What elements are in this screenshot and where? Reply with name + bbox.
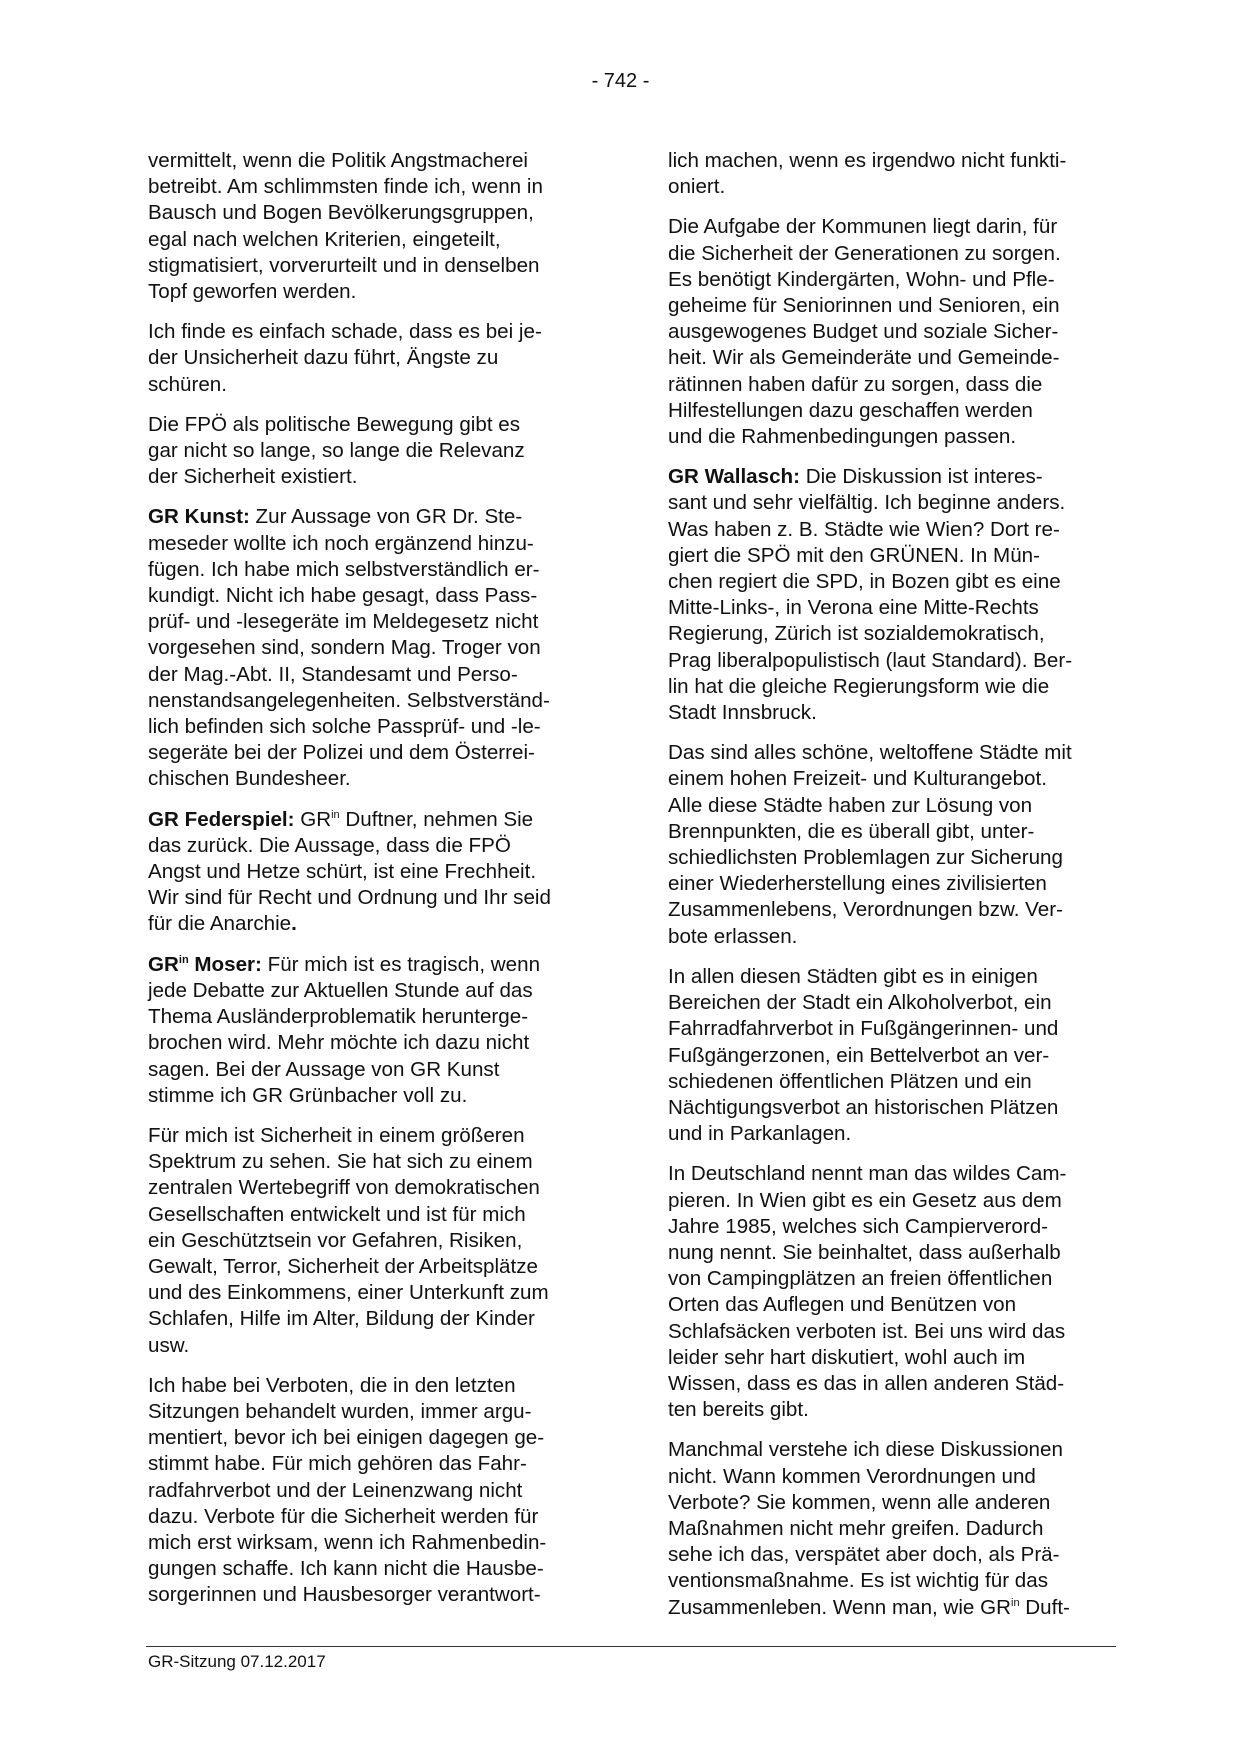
text-line: Manchmal verstehe ich diese Diskussionen — [668, 1438, 1063, 1462]
text-line: mentiert, bevor ich bei einigen dagegen ge- — [148, 1426, 545, 1450]
left-column — [148, 148, 596, 1623]
text-line: nung nennt. Sie beinhaltet, dass außerhalb — [668, 1240, 1061, 1264]
speaker-name: GR Kunst: — [148, 505, 250, 529]
text-line: prüf- und -lesegeräte im Meldegesetz nicht — [148, 610, 539, 634]
paragraph: Manchmal verstehe ich diese Diskussionen nicht. Wann kommen Verordnungen und Verbote? Sie kommen, wenn alle anderen Maßnahmen nicht mehr greifen. Dadurch sehe ich das, verspätet aber doch, als Prä- ventionsmaßnahme. Es ist wichtig für das Zusammenleben. Wenn man, wie $GR^{in}$ Duft- — [668, 1437, 1116, 1620]
paragraph — [148, 148, 596, 305]
text-line: Es benötigt Kindergärten, Wohn- und Pfle- — [668, 267, 1055, 291]
text-line: Verbote? Sie kommen, wenn alle anderen — [668, 1490, 1051, 1514]
text-line: jede Debatte zur Aktuellen Stunde auf das — [148, 978, 533, 1002]
footer-rule — [146, 1646, 1116, 1647]
text-line: stimmt habe. Für mich gehören das Fahr- — [148, 1452, 527, 1476]
text-line: Bausch und Bogen Bevölkerungsgruppen, — [148, 201, 534, 225]
text-line: und in Parkanlagen. — [668, 1122, 852, 1146]
text-line: Ich habe bei Verboten, die in den letzten — [148, 1373, 516, 1397]
text-line: ten bereits gibt. — [668, 1398, 809, 1422]
text-line: Regierung, Zürich ist sozialdemokratisch, — [668, 622, 1045, 646]
paragraph-speaker-federspiel: GR Federspiel: $GR^{in}$ Duftner, nehmen Sie das zurück. Die Aussage, dass die FPÖ Angst und Hetze schürt, ist eine Frechheit. Wir sind für Recht und Ordnung und Ihr seid für die Anarchie. — [148, 807, 596, 938]
paragraph — [668, 964, 1116, 1147]
text-line: dazu. Verbote für die Sicherheit werden für — [148, 1504, 539, 1528]
text-line: rätinnen haben dafür zu sorgen, dass die — [668, 372, 1043, 396]
text-line: der Unsicherheit dazu führt, Ängste zu — [148, 346, 499, 370]
paragraph — [148, 319, 596, 398]
text-line: Mitte-Links-, in Verona eine Mitte-Rechts — [668, 596, 1039, 620]
paragraph — [148, 1373, 596, 1609]
text-line: meseder wollte ich noch ergänzend hinzu- — [148, 531, 534, 555]
text-line: lich machen, wenn es irgendwo nicht funkti- — [668, 149, 1067, 172]
text-line: nenstandsangelegenheiten. Selbstverständ- — [148, 688, 550, 712]
text-line: stigmatisiert, vorverurteilt und in denselben — [148, 253, 540, 277]
text-line: Schlafsäcken verboten ist. Bei uns wird das — [668, 1319, 1066, 1343]
text-line: Gesellschaften entwickelt und ist für mich — [148, 1202, 526, 1226]
text-line: schiedenen öffentlichen Plätzen und ein — [668, 1069, 1032, 1093]
text-line: Das sind alles schöne, weltoffene Städte mit — [668, 741, 1072, 765]
text-line: zentralen Wertebegriff von demokratischen — [148, 1176, 540, 1200]
text-line: egal nach welchen Kriterien, eingeteilt, — [148, 227, 501, 251]
text-line: vermittelt, wenn die Politik Angstmacherei — [148, 149, 529, 172]
text-line: schiedlichsten Problemlagen zur Sicherung — [668, 846, 1063, 870]
text-line: Bereichen der Stadt ein Alkoholverbot, ein — [668, 991, 1052, 1015]
paragraph-speaker-wallasch: GR Wallasch: Die Diskussion ist interes- sant und sehr vielfältig. Ich beginne anders. Was haben z. B. Städte wie Wien? Dort re- giert die SPÖ mit den GRÜNEN. In Mün- chen regiert die SPD, in Bozen gibt es eine Mitte-Links-, in Verona eine Mitte-Rechts Regierung, Zürich ist sozialdemokratisch, Prag liberalpopulistisch (laut Standard). Ber- lin hat die gleiche Regierungsform wie die Stadt Innsbruck. — [668, 464, 1116, 726]
paragraph — [668, 740, 1116, 950]
text-line: giert die SPÖ mit den GRÜNEN. In Mün- — [668, 543, 1040, 567]
text-line: lich befinden sich solche Passprüf- und -le- — [148, 715, 541, 739]
text-line: Angst und Hetze schürt, ist eine Frechheit. — [148, 860, 537, 884]
text-line: Schlafen, Hilfe im Alter, Bildung der Kinder — [148, 1307, 535, 1331]
text-line: stimme ich GR Grünbacher voll zu. — [148, 1083, 468, 1107]
text-line: Spektrum zu sehen. Sie hat sich zu einem — [148, 1150, 533, 1174]
text-line: Zusammenlebens, Verordnungen bzw. Ver- — [668, 898, 1063, 922]
text-line: brochen wird. Mehr möchte ich dazu nicht — [148, 1031, 530, 1055]
text-line: chischen Bundesheer. — [148, 767, 351, 791]
text-line: ein Geschütztsein vor Gefahren, Risiken, — [148, 1228, 523, 1252]
text-line: leider sehr hart diskutiert, wohl auch im — [668, 1345, 1026, 1369]
text-line: Maßnahmen nicht mehr greifen. Dadurch — [668, 1516, 1044, 1540]
text-line: gungen schaffe. Ich kann nicht die Hausbe- — [148, 1557, 544, 1581]
text-line: radfahrverbot und der Leinenzwang nicht — [148, 1478, 523, 1502]
text-line: In Deutschland nennt man das wildes Cam- — [668, 1162, 1067, 1186]
paragraph-speaker-moser: $GR^{in}$ Moser: Für mich ist es tragisch, wenn jede Debatte zur Aktuellen Stunde auf das Thema Ausländerproblematik herunterge- brochen wird. Mehr möchte ich dazu nicht sagen. Bei der Aussage von GR Kunst stimme ich GR Grünbacher voll zu. — [148, 952, 596, 1109]
text-line: kundigt. Nicht ich habe gesagt, dass Pass- — [148, 584, 538, 608]
text-line: schüren. — [148, 372, 227, 396]
text-line: Hilfestellungen dazu geschaffen werden — [668, 398, 1033, 422]
text-line: und die Rahmenbedingungen passen. — [668, 425, 1017, 449]
text-line: bote erlassen. — [668, 924, 798, 948]
text-line: chen regiert die SPD, in Bozen gibt es eine — [668, 570, 1061, 594]
paragraph-speaker-kunst: GR Kunst: Zur Aussage von GR Dr. Ste- meseder wollte ich noch ergänzend hinzu- fügen. Ich habe mich selbstverständlich er- kundigt. Nicht ich habe gesagt, dass Pass- prüf- und -lesegeräte im Meldegesetz nicht vorgesehen sind, sondern Mag. Troger von der Mag.-Abt. II, Standesamt und Perso- nenstandsangelegenheiten. Selbstverständ- lich befinden sich solche Passprüf- und -le- segeräte bei der Polizei und dem Österrei- chischen Bundesheer. — [148, 504, 596, 792]
right-column — [668, 148, 1116, 1635]
text-line: mich erst wirksam, wenn ich Rahmenbedin- — [148, 1530, 547, 1554]
text-line: sant und sehr vielfältig. Ich beginne anders. — [668, 491, 1066, 515]
text-line: geheime für Seniorinnen und Senioren, ein — [668, 294, 1060, 318]
text-line: Gewalt, Terror, Sicherheit der Arbeitsplätze — [148, 1254, 538, 1278]
text-line: sehe ich das, verspätet aber doch, als Prä- — [668, 1543, 1060, 1567]
text-line: betreibt. Am schlimmsten finde ich, wenn in — [148, 175, 543, 199]
text-line: sagen. Bei der Aussage von GR Kunst — [148, 1057, 500, 1081]
text-line: usw. — [148, 1333, 190, 1357]
text-line: ventionsmaßnahme. Es ist wichtig für das — [668, 1569, 1048, 1593]
text-line: Für mich ist Sicherheit in einem größeren — [148, 1123, 525, 1147]
text-line: vorgesehen sind, sondern Mag. Troger von — [148, 636, 541, 660]
paragraph — [668, 148, 1116, 200]
text-line: Topf geworfen werden. — [148, 280, 357, 304]
paragraph — [668, 214, 1116, 450]
text-line: die Sicherheit der Generationen zu sorgen. — [668, 241, 1061, 265]
text-line: Fußgängerzonen, ein Bettelverbot an ver- — [668, 1043, 1050, 1067]
text-line: Die FPÖ als politische Bewegung gibt es — [148, 412, 521, 436]
speaker-name: $GR^{in}$ Moser: — [148, 952, 262, 976]
text-line: Prag liberalpopulistisch (laut Standard). Ber- — [668, 648, 1073, 672]
text-line: Orten das Auflegen und Benützen von — [668, 1293, 1017, 1317]
speaker-name: GR Federspiel: — [148, 807, 295, 831]
text-line: Ich finde es einfach schade, dass es bei je- — [148, 320, 542, 344]
text-line: nicht. Wann kommen Verordnungen und — [668, 1464, 1036, 1488]
text-line: Thema Ausländerproblematik herunterge- — [148, 1005, 529, 1029]
text-line: von Campingplätzen an freien öffentlichen — [668, 1267, 1053, 1291]
text-line: der Sicherheit existiert. — [148, 465, 358, 489]
text-line: einem hohen Freizeit- und Kulturangebot. — [668, 767, 1047, 791]
text-line: Was haben z. B. Städte wie Wien? Dort re- — [668, 517, 1060, 541]
text-line: Wissen, dass es das in allen anderen Städ- — [668, 1371, 1065, 1395]
text-line: der Mag.-Abt. II, Standesamt und Perso- — [148, 662, 518, 686]
text-line: und des Einkommens, einer Unterkunft zum — [148, 1281, 549, 1305]
text-line: pieren. In Wien gibt es ein Gesetz aus dem — [668, 1188, 1062, 1212]
text-line: einer Wiederherstellung eines zivilisierten — [668, 872, 1047, 896]
text-line: fügen. Ich habe mich selbstverständlich er- — [148, 557, 540, 581]
text-line: Sitzungen behandelt wurden, immer argu- — [148, 1399, 532, 1423]
speaker-name: GR Wallasch: — [668, 465, 800, 489]
footer-session-date: GR-Sitzung 07.12.2017 — [148, 1652, 326, 1671]
paragraph — [148, 412, 596, 491]
paragraph — [148, 1123, 596, 1359]
text-line: Fahrradfahrverbot in Fußgängerinnen- und — [668, 1017, 1059, 1041]
paragraph — [668, 1161, 1116, 1423]
text-line: Wir sind für Recht und Ordnung und Ihr seid — [148, 886, 551, 910]
text-line: In allen diesen Städten gibt es in einigen — [668, 964, 1038, 988]
text-line: oniert. — [668, 175, 726, 199]
text-line: Die Aufgabe der Kommunen liegt darin, für — [668, 215, 1058, 239]
text-line: segeräte bei der Polizei und dem Österrei- — [148, 741, 535, 765]
text-line: sorgerinnen und Hausbesorger verantwort- — [148, 1583, 541, 1607]
page-number: - 742 - — [591, 70, 650, 92]
text-line: Nächtigungsverbot an historischen Plätzen — [668, 1095, 1059, 1119]
text-line: das zurück. Die Aussage, dass die FPÖ — [148, 833, 511, 857]
text-line: Jahre 1985, welches sich Campierverord- — [668, 1214, 1049, 1238]
text-line: ausgewogenes Budget und soziale Sicher- — [668, 320, 1059, 344]
text-line: Brennpunkten, die es überall gibt, unter- — [668, 819, 1035, 843]
text-line: Alle diese Städte haben zur Lösung von — [668, 793, 1033, 817]
text-line: lin hat die gleiche Regierungsform wie die — [668, 674, 1050, 698]
text-line: heit. Wir als Gemeinderäte und Gemeinde- — [668, 346, 1060, 370]
text-line: Stadt Innsbruck. — [668, 701, 817, 725]
text-line: gar nicht so lange, so lange die Relevanz — [148, 439, 525, 463]
